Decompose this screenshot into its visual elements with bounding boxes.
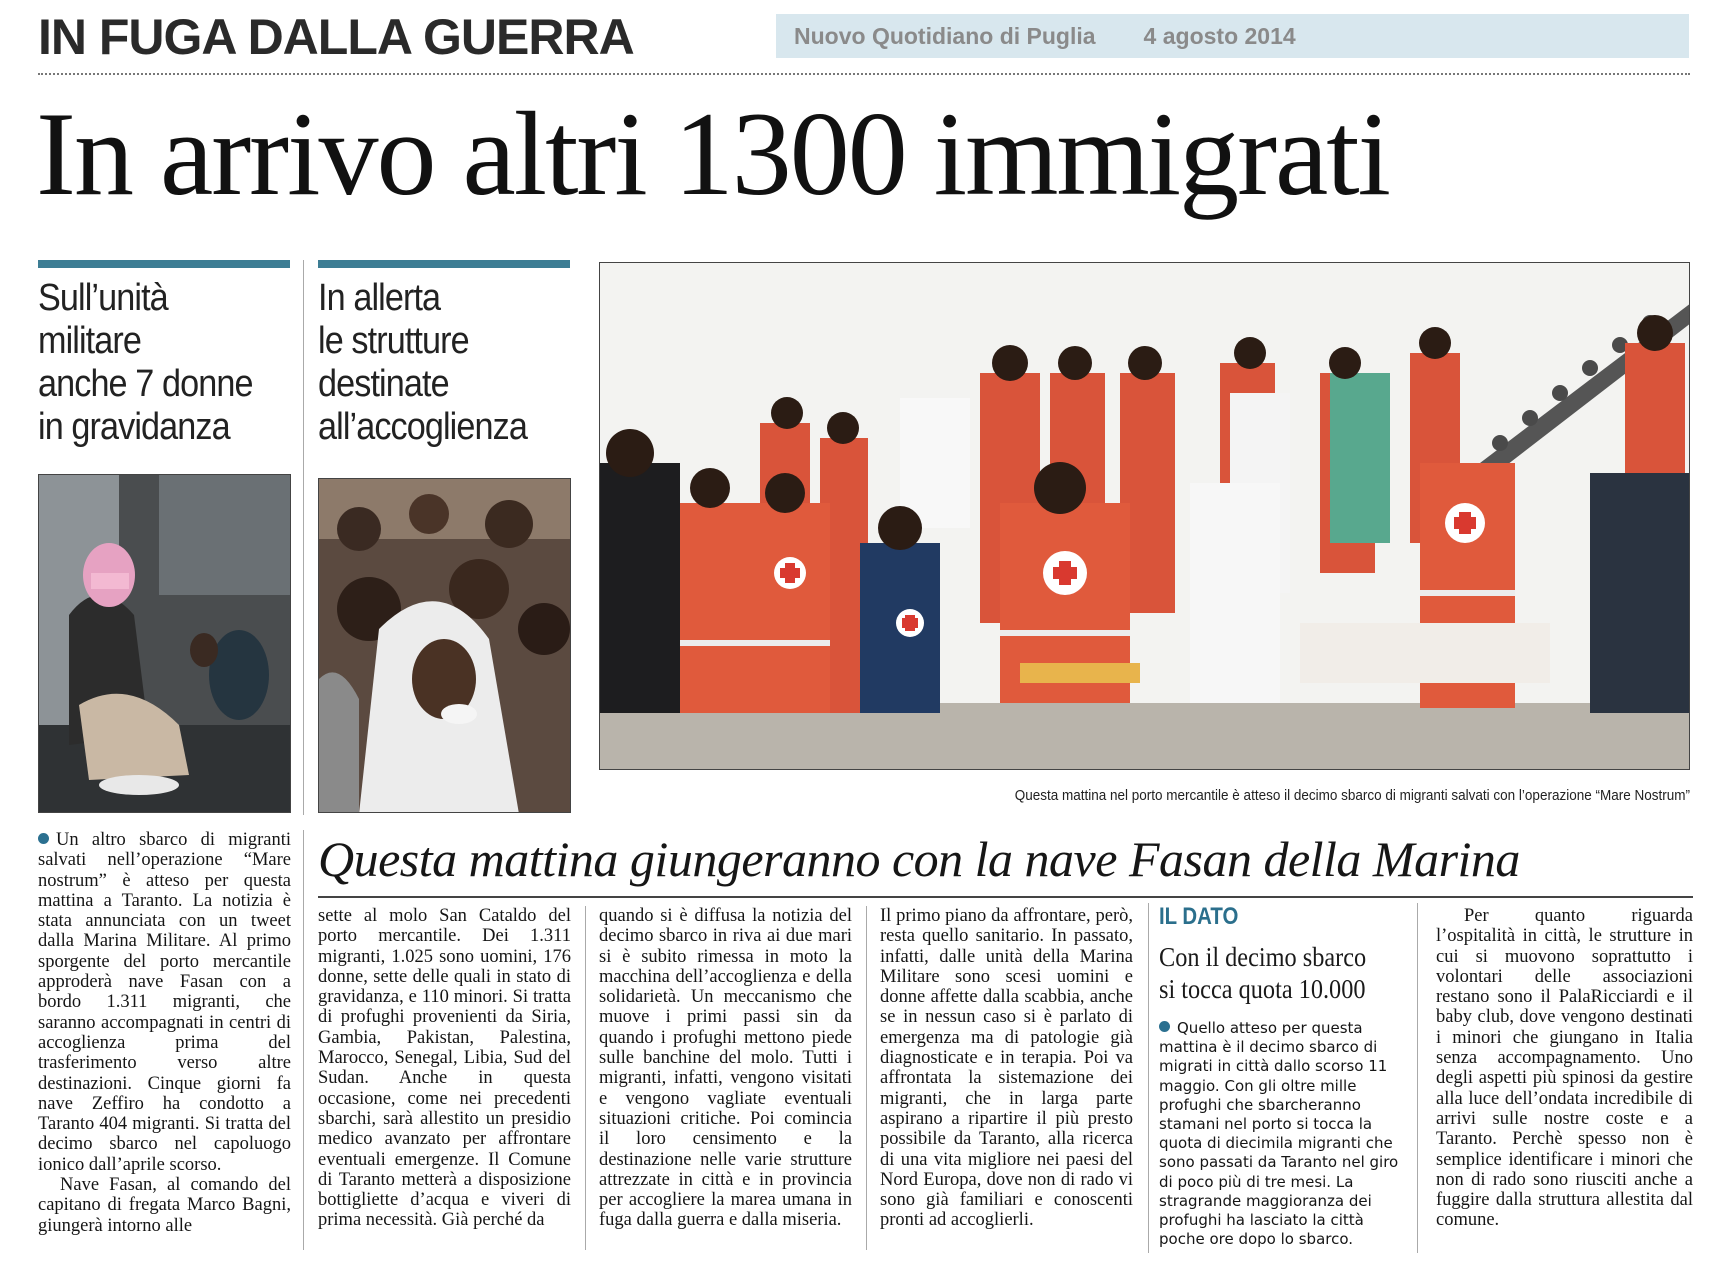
subheadline-underline xyxy=(318,896,1693,898)
masthead xyxy=(776,14,1689,58)
dato-label: IL DATO xyxy=(1159,903,1239,930)
dato-headline-line: si tocca quota 10.000 xyxy=(1159,974,1366,1004)
dato-text xyxy=(1159,1019,1409,1249)
section-title: IN FUGA DALLA GUERRA xyxy=(38,9,634,65)
column-divider xyxy=(303,830,304,1250)
article-paragraph: Nave Fasan, al comando del capitano di fregata Marco Bagni, giungerà intorno alle xyxy=(38,1175,291,1236)
photo-caption: Questa mattina nel porto mercantile è atteso il decimo sbarco di migranti salvati con l’operazione “Mare Nostrum” xyxy=(1014,787,1690,804)
subhead-line: In allerta xyxy=(318,277,441,319)
column-divider xyxy=(866,906,867,1250)
paragraph-text: Un altro sbarco di migranti salvati nell’operazione “Mare nostrum” è atteso per questa mattina a Taranto. La notizia è stata annunciata con un tweet dalla Marina Militare. Al primo sporgente del porto mercantile approderà nave Fasan con a bordo 1.311 migranti, che saranno accompagnati in centri di accoglienza prima del trasferimento verso altre destinazioni. Cinque giorni fa nave Zeffiro ha condotto a Taranto 404 migranti. Si tratta del decimo sbarco nel capoluogo ionico dall’aprile scorso. xyxy=(38,830,291,1175)
header-divider xyxy=(38,73,1690,75)
column-accent-bar xyxy=(38,260,290,268)
column-divider xyxy=(303,260,304,815)
subhead-pregnant-women xyxy=(38,277,253,449)
dato-body: Quello atteso per questa mattina è il decimo sbarco di migrati in città dallo scorso 11 maggio. Con gli oltre mille profughi che sbarcheranno stamani nel porto si tocca la quota di diecimila migranti che sono passati da Taranto nel giro di poco più di tre mesi. La stragrande maggioranza dei profughi ha lasciato la città poche ore dopo lo sbarco. xyxy=(1159,1019,1399,1249)
article-column-5 xyxy=(1436,906,1693,1231)
dato-headline-line: Con il decimo sbarco xyxy=(1159,942,1367,972)
photo-migrants-crowd xyxy=(318,478,571,813)
article-paragraph: Il primo piano da affrontare, però, resta quello sanitario. In passato, infatti, dalle unità della Marina Militare sono scesi uomini e donne affette dalla scabbia, anche se in nessun caso si è parlato di emergenza ma di patologie già diagnosticate e in terapia. Poi va affrontata la sistemazione dei migranti, che in larga parte aspirano a ripartire il più presto possibile da Taranto, alla ricerca di una vita migliore nei paesi del Nord Europa, dove non di rado vi sono già familiari e conoscenti pronti ad accoglierli. xyxy=(880,906,1133,1231)
photo-red-cross-rescue xyxy=(599,262,1690,770)
article-column-4 xyxy=(880,906,1133,1231)
article-column-1 xyxy=(38,830,291,1236)
photo-woman-on-ship xyxy=(38,474,291,813)
column-accent-bar xyxy=(318,260,570,268)
subhead-line: all’accoglienza xyxy=(318,406,527,448)
subhead-line: destinate xyxy=(318,363,449,405)
subhead-alert-structures xyxy=(318,277,527,449)
bullet-icon xyxy=(1159,1021,1170,1032)
article-paragraph: Per quanto riguarda l’ospitalità in città, le strutture in cui si muovono soprattutto i volontari delle associazioni restano sono il PalaRicciardi e il baby club, dove vengono destinati i minori che giungano in Italia senza accompagnamento. Uno degli aspetti più spinosi da gestire alla luce dell’ondata incredibile di arrivi sulle nostre coste e a Taranto. Perchè spesso non è semplice identificare i minori che non di rado sono riusciti anche a fuggire dalla struttura allestita dal comune. xyxy=(1436,906,1693,1231)
main-headline: In arrivo altri 1300 immigrati xyxy=(36,87,1389,220)
article-paragraph: sette al molo San Cataldo del porto mercantile. Dei 1.311 migranti, 1.025 sono uomini, 176 donne, sette delle quali in stato di gravidanza, e 110 minori. Si tratta di profughi provenienti da Siria, Gambia, Pakistan, Palestina, Marocco, Senegal, Libia, Sud del Sudan. Anche in questa occasione, come nei precedenti sbarchi, sarà allestito un presidio medico avanzato per affrontare eventuali emergenze. Il Comune di Taranto metterà a disposizione bottigliette d’acqua e viveri di prima necessità. Già perché da xyxy=(318,906,571,1231)
subhead-line: anche 7 donne xyxy=(38,363,253,405)
newspaper-name: Nuovo Quotidiano di Puglia xyxy=(794,22,1096,49)
dato-headline xyxy=(1159,941,1393,1005)
article-column-2 xyxy=(318,906,571,1231)
subhead-line: militare xyxy=(38,320,142,362)
subhead-line: Sull’unità xyxy=(38,277,168,319)
article-paragraph: quando si è diffusa la notizia del decimo sbarco in riva ai due mari si è subito rimessa in moto la macchina dell’accoglienza e della solidarietà. Un meccanismo che muove i primi passi sin da quando i profughi mettono piede sulle banchine del molo. Tutti i migranti, infatti, vengono visitati e vengono vagliate eventuali situazioni critiche. Poi comincia il loro censimento e la destinazione nelle varie strutture attrezzate in città e in provincia per accogliere la marea umana in fuga dalla guerra e dalla miseria. xyxy=(599,906,852,1231)
publication-date: 4 agosto 2014 xyxy=(1143,22,1296,49)
bullet-icon xyxy=(38,833,49,844)
sub-headline: Questa mattina giungeranno con la nave Fasan della Marina xyxy=(318,831,1520,887)
column-divider xyxy=(585,906,586,1250)
dato-box xyxy=(1148,903,1418,1253)
article-column-3 xyxy=(599,906,852,1231)
subhead-line: le strutture xyxy=(318,320,469,362)
article-paragraph xyxy=(38,830,291,1175)
subhead-line: in gravidanza xyxy=(38,406,230,448)
